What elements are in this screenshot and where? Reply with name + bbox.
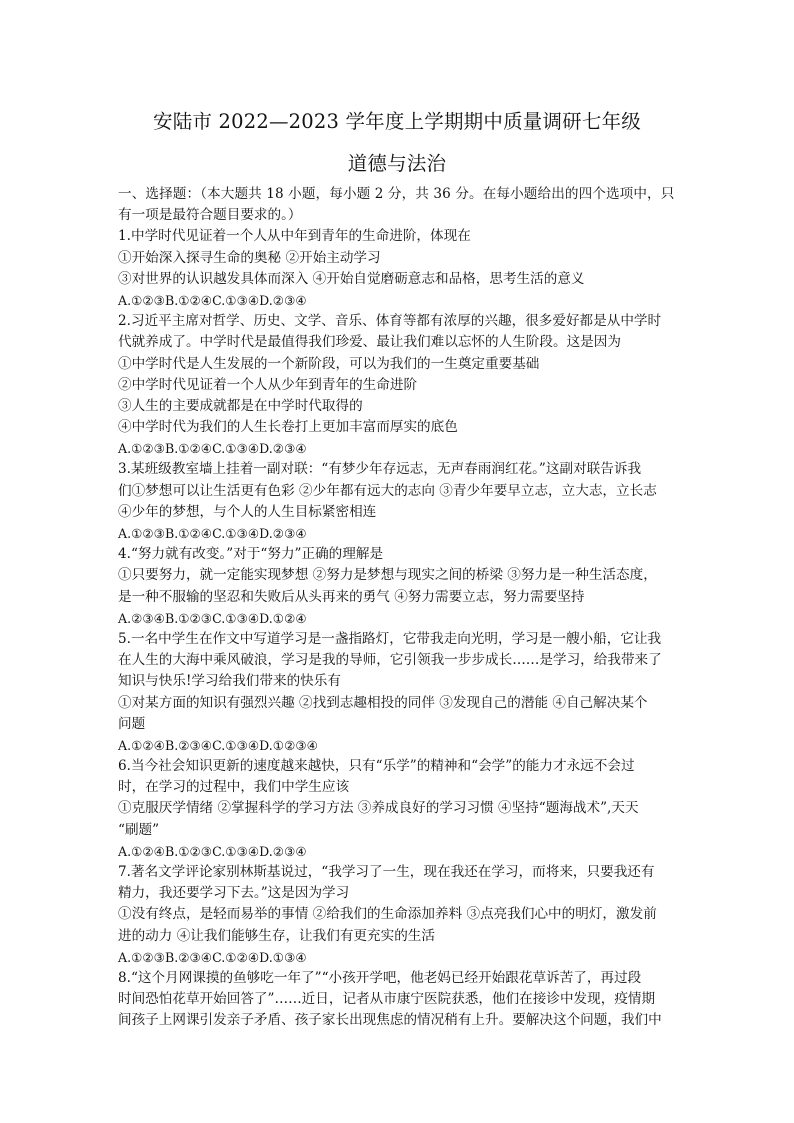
text-line: A.①②④B.②③④C.①③④D.①②③④ xyxy=(118,737,318,753)
text-line: ④少年的梦想，与个人的人生目标紧密相连 xyxy=(118,503,377,520)
text-line: 代就养成了。中学时代是最值得我们珍爱、最让我们难以忘怀的人生阶段。这是因为 xyxy=(118,334,621,351)
text-line: A.①②③B.①②④C.①③④D.②③④ xyxy=(118,526,307,541)
text-line: ①中学时代是人生发展的一个新阶段，可以为我们的一生奠定重要基础 xyxy=(118,355,540,372)
text-line: A.①②④B.①②③C.①③④D.②③④ xyxy=(118,843,307,859)
text-line: ①开始深入探寻生命的奥秘 ②开始主动学习 xyxy=(118,249,381,266)
text-line: 们①梦想可以让生活更有色彩 ②少年都有远大的志向 ③青少年要早立志，立大志，立长志 xyxy=(118,482,657,499)
exam-title: 安陆市 2022—2023 学年度上学期期中质量调研七年级 xyxy=(153,110,641,133)
text-line: 在人生的大海中乘风破浪，学习是我的导师，它引领我一步步成长……是学习，给我带来了 xyxy=(118,652,662,669)
text-line: ②中学时代见证着一个人从少年到青年的生命进阶 xyxy=(118,376,418,393)
text-line: ①对某方面的知识有强烈兴趣 ②找到志趣相投的同伴 ③发现自己的潜能 ④自己解决某个 xyxy=(118,694,648,711)
text-line: 有一项是最符合题目要求的。） xyxy=(118,207,302,224)
text-line: 一、选择题：（本大题共 18 小题，每小题 2 分，共 36 分。在每小题给出的四个选项中，只 xyxy=(118,186,675,202)
text-line: 是一种不服输的坚忍和失败后从头再来的勇气 ④努力需要立志，努力需要坚持 xyxy=(118,588,585,605)
text-line: ③对世界的认识越发具体而深入 ④开始自觉磨砺意志和品格，思考生活的意义 xyxy=(118,270,585,287)
text-line: A.①②③B.①②④C.①③④D.②③④ xyxy=(118,441,307,457)
text-line: 5.一名中学生在作文中写道学习是一盏指路灯，它带我走向光明，学习是一艘小船，它让我 xyxy=(118,630,662,647)
text-line: 4.“努力就有改变。”对于“努力”正确的理解是 xyxy=(118,546,384,563)
question-body xyxy=(118,184,678,1032)
text-line: A.①②③B.①②④C.①③④D.②③④ xyxy=(118,292,307,308)
text-line: 精力，我还要学习下去。”这是因为学习 xyxy=(118,885,350,902)
text-line: 1.中学时代见证着一个人从中年到青年的生命进阶，体现在 xyxy=(118,228,471,245)
text-line: A.②③④B.①②③C.①③④D.①②④ xyxy=(118,610,307,626)
text-line: “刷题” xyxy=(118,821,160,838)
text-line: 问题 xyxy=(118,715,146,732)
text-line: 8.“这个月网课摸的鱼够吃一年了”“小孩开学吧，他老妈已经开始跟花草诉苦了，再过段 xyxy=(118,969,642,986)
text-line: ③人生的主要成就都是在中学时代取得的 xyxy=(118,397,363,414)
text-line: 时，在学习的过程中，我们中学生应该 xyxy=(118,779,350,796)
text-line: ①没有终点，是轻而易举的事情 ②给我们的生命添加养料 ③点亮我们心中的明灯，激发前 xyxy=(118,906,657,923)
text-line: 2.习近平主席对哲学、历史、文学、音乐、体育等都有浓厚的兴趣，很多爱好都是从中学时 xyxy=(118,313,662,330)
text-line: ①只要努力，就一定能实现梦想 ②努力是梦想与现实之间的桥梁 ③努力是一种生活态度， xyxy=(118,567,657,584)
subject-title: 道德与法治 xyxy=(347,152,447,175)
text-line: 6.当今社会知识更新的速度越来越快，只有“乐学”的精神和“会学”的能力才永远不会过 xyxy=(118,758,635,775)
text-line: 进的动力 ④让我们能够生存，让我们有更充实的生活 xyxy=(118,927,435,944)
text-line: ①克服厌学情绪 ②掌握科学的学习方法 ③养成良好的学习习惯 ④坚持“题海战术”,天天 xyxy=(118,800,639,817)
text-line: 7.著名文学评论家别林斯基说过，“我学习了一生，现在我还在学习，而将来，只要我还有 xyxy=(118,864,655,880)
text-line: ④中学时代为我们的人生长卷打上更加丰富而厚实的底色 xyxy=(118,419,458,436)
text-line: 间孩子上网课引发亲子矛盾、孩子家长出现焦虑的情况稍有上升。要解决这个问题，我们中 xyxy=(118,1012,662,1029)
text-line: A.①②③B.②③④C.①②④D.①③④ xyxy=(118,949,307,965)
text-line: 知识与快乐!学习给我们带来的快乐有 xyxy=(118,673,341,690)
text-line: 3.某班级教室墙上挂着一副对联：“有梦少年存远志，无声春雨润红花。”这副对联告诉我 xyxy=(118,461,642,478)
text-line: 时间恐怕花草开始回答了”……近日，记者从市康宁医院获悉，他们在接诊中发现，疫情期 xyxy=(118,991,656,1008)
